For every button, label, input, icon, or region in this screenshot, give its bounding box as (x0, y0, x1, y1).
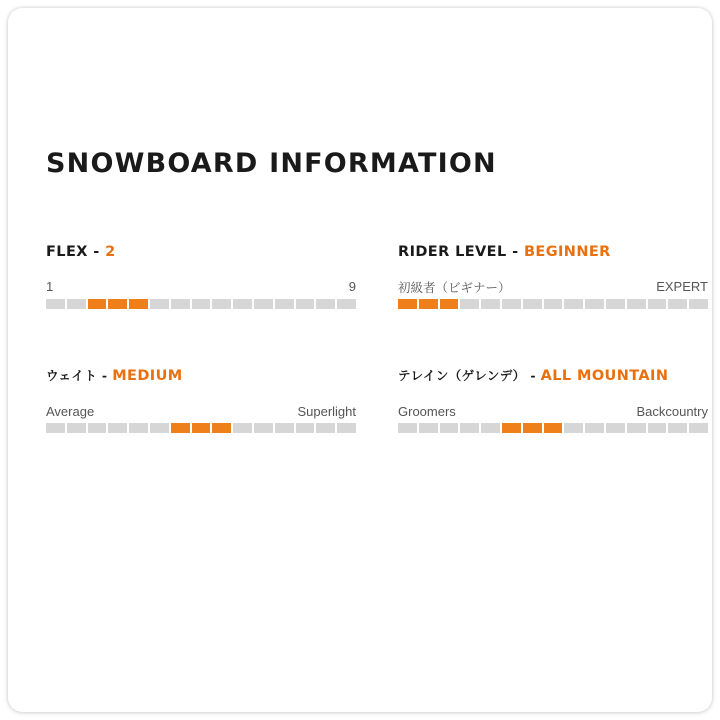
scale-segment (648, 299, 667, 309)
info-card (8, 8, 712, 712)
scale-segment (544, 423, 563, 433)
scale-segment (564, 299, 583, 309)
scale-segment (129, 299, 148, 309)
scale-segment (440, 299, 459, 309)
scale-segment (108, 299, 127, 309)
card-content (46, 148, 708, 433)
scale-segment (337, 299, 356, 309)
spec-value: MEDIUM (112, 368, 183, 385)
scale-segment (460, 423, 479, 433)
scale-segment (627, 299, 646, 309)
scale-segment (606, 299, 625, 309)
spec-label: ウェイト - (46, 368, 113, 384)
scale-min-label: 1 (46, 279, 54, 295)
scale-segment (523, 299, 542, 309)
scale-segment (316, 299, 335, 309)
scale-segment (46, 423, 65, 433)
spec-heading (398, 365, 708, 387)
page-title: SNOWBOARD INFORMATION (46, 148, 497, 179)
scale-segment (212, 299, 231, 309)
scale-segment (523, 423, 542, 433)
scale-segment (150, 299, 169, 309)
spec-block-terrain (398, 365, 708, 433)
scale-segment (171, 423, 190, 433)
scale-segment (192, 423, 211, 433)
spec-label: RIDER LEVEL - (398, 244, 524, 260)
scale-segment (88, 423, 107, 433)
scale-segment (254, 423, 273, 433)
scale-labels (398, 404, 708, 420)
scale-segment (316, 423, 335, 433)
scale-segment (233, 423, 252, 433)
scale-min-label: 初級者（ビギナー） (398, 280, 511, 296)
scale-segment (150, 423, 169, 433)
scale-labels (398, 279, 708, 295)
spec-value: 2 (105, 244, 116, 260)
spec-value: ALL MOUNTAIN (540, 368, 669, 385)
spec-value: BEGINNER (523, 244, 611, 260)
scale-segment (233, 299, 252, 309)
scale-segment (67, 423, 86, 433)
scale-segment (668, 299, 687, 309)
scale-segment (585, 423, 604, 433)
spec-grid (46, 241, 708, 433)
scale-max-label: EXPERT (656, 279, 708, 295)
scale-segment (689, 299, 708, 309)
scale-segment (254, 299, 273, 309)
scale-segment (419, 299, 438, 309)
scale-segment (337, 423, 356, 433)
scale-segment (171, 299, 190, 309)
scale-segment (192, 299, 211, 309)
spec-heading (398, 241, 708, 263)
scale-max-label: 9 (348, 279, 356, 295)
scale-segment (544, 299, 563, 309)
spec-label: テレイン（ゲレンデ） - (398, 368, 541, 384)
scale-segment (88, 299, 107, 309)
spec-heading (46, 241, 356, 263)
scale-segment (398, 299, 417, 309)
scale-segment (108, 423, 127, 433)
scale-segment (689, 423, 708, 433)
spec-block-rider-level (398, 241, 708, 309)
scale-labels (46, 404, 356, 420)
scale-bar (398, 423, 708, 433)
scale-bar (46, 423, 356, 433)
scale-segment (564, 423, 583, 433)
spec-block-weight (46, 365, 356, 433)
scale-segment (275, 299, 294, 309)
scale-segment (129, 423, 148, 433)
scale-segment (296, 299, 315, 309)
scale-segment (440, 423, 459, 433)
scale-segment (296, 423, 315, 433)
scale-segment (585, 299, 604, 309)
spec-heading (46, 365, 356, 387)
scale-segment (212, 423, 231, 433)
scale-segment (460, 299, 479, 309)
scale-segment (481, 299, 500, 309)
scale-segment (398, 423, 417, 433)
scale-segment (502, 423, 521, 433)
scale-segment (481, 423, 500, 433)
scale-segment (627, 423, 646, 433)
scale-bar (398, 299, 708, 309)
spec-label: FLEX - (46, 244, 106, 260)
scale-segment (275, 423, 294, 433)
scale-segment (419, 423, 438, 433)
scale-labels (46, 279, 356, 295)
scale-segment (606, 423, 625, 433)
scale-min-label: Groomers (398, 403, 456, 419)
scale-max-label: Superlight (297, 403, 356, 419)
scale-min-label: Average (46, 403, 95, 419)
scale-segment (502, 299, 521, 309)
scale-max-label: Backcountry (636, 403, 708, 419)
scale-segment (46, 299, 65, 309)
scale-segment (668, 423, 687, 433)
spec-block-flex (46, 241, 356, 309)
scale-bar (46, 299, 356, 309)
scale-segment (67, 299, 86, 309)
scale-segment (648, 423, 667, 433)
